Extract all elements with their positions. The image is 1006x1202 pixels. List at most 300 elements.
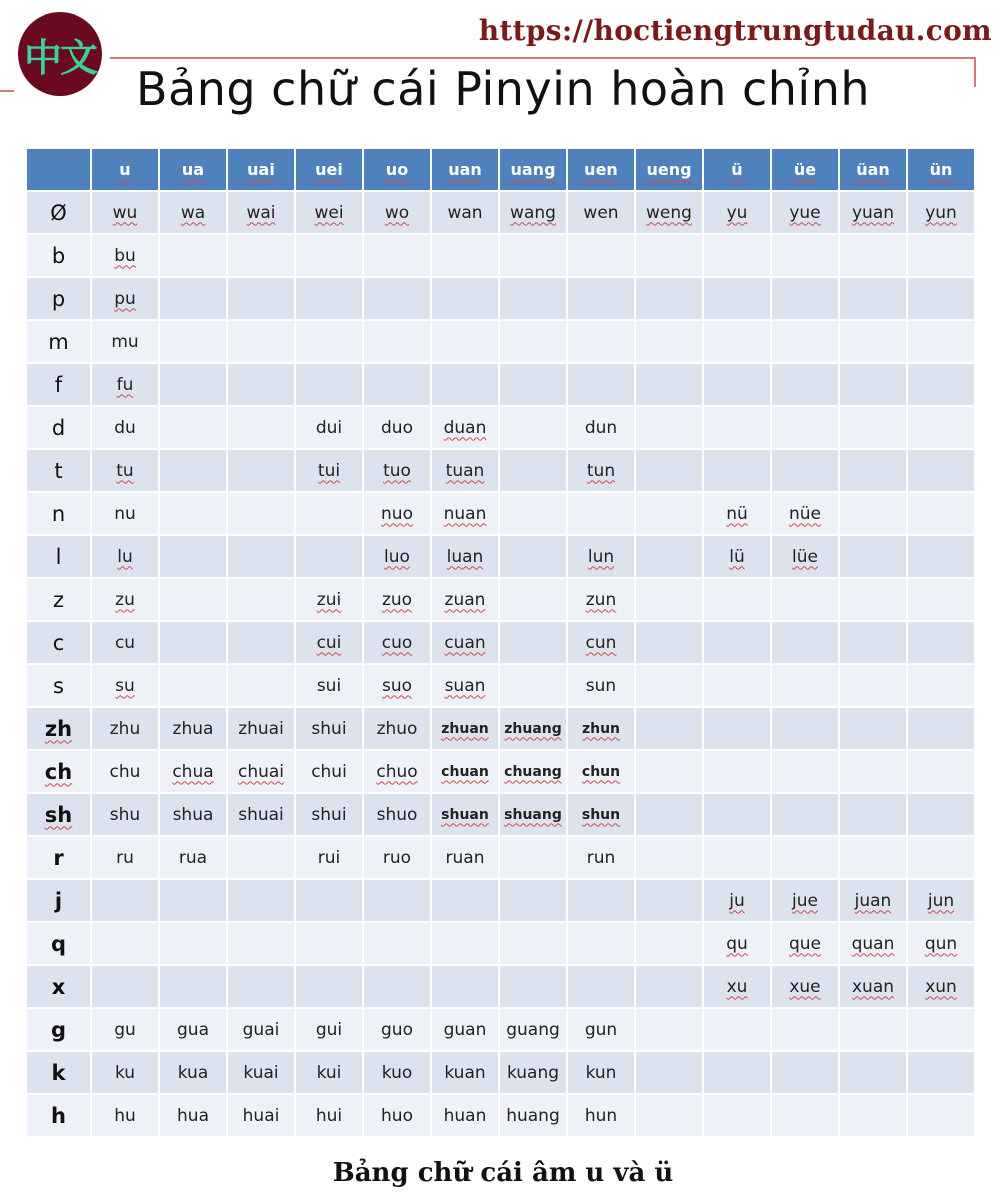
syllable: zhu [109, 718, 141, 739]
syllable: qun [924, 933, 958, 954]
row-initial [27, 1052, 90, 1093]
table-row [26, 277, 978, 320]
pinyin-cell [228, 192, 294, 233]
table-row [26, 449, 978, 492]
syllable: huang [506, 1105, 560, 1126]
pinyin-cell [568, 794, 634, 835]
pinyin-cell [432, 966, 498, 1007]
syllable: kuang [506, 1062, 560, 1083]
syllable: xuan [851, 976, 895, 997]
syllable: que [788, 933, 822, 954]
syllable: zhuo [376, 718, 418, 739]
pinyin-cell [160, 794, 226, 835]
pinyin-cell [840, 837, 906, 878]
syllable: nuan [443, 503, 487, 524]
syllable: weng [646, 202, 692, 223]
pinyin-cell [568, 364, 634, 405]
pinyin-cell [432, 407, 498, 448]
table-row [26, 191, 978, 234]
pinyin-cell [160, 407, 226, 448]
pinyin-cell [500, 923, 566, 964]
syllable: luan [446, 546, 484, 567]
syllable: yun [925, 202, 957, 223]
pinyin-cell [500, 321, 566, 362]
pinyin-cell [228, 1009, 294, 1050]
syllable: rua [178, 847, 208, 868]
pinyin-cell [160, 364, 226, 405]
syllable: nüe [788, 503, 821, 524]
pinyin-cell [364, 1052, 430, 1093]
syllable: wang [510, 202, 556, 223]
pinyin-cell [908, 192, 974, 233]
table-row [26, 836, 978, 879]
table-row [26, 363, 978, 406]
initial-label: z [52, 587, 65, 612]
pinyin-cell [500, 1009, 566, 1050]
initial-label: f [54, 372, 63, 397]
syllable: shuo [376, 804, 418, 825]
pinyin-cell [908, 235, 974, 276]
table-row [26, 707, 978, 750]
syllable: guan [443, 1019, 487, 1040]
pinyin-cell [432, 923, 498, 964]
pinyin-cell [160, 235, 226, 276]
pinyin-cell [636, 1009, 702, 1050]
pinyin-cell [92, 665, 158, 706]
pinyin-cell [840, 235, 906, 276]
pinyin-cell [228, 966, 294, 1007]
pinyin-cell [636, 708, 702, 749]
pinyin-cell [500, 450, 566, 491]
table-row [26, 578, 978, 621]
syllable: wai [246, 202, 276, 223]
pinyin-cell [364, 192, 430, 233]
syllable: tun [586, 460, 616, 481]
pinyin-cell [704, 923, 770, 964]
page-title-text: Bảng chữ cái Pinyin hoàn chỉnh [135, 62, 871, 116]
syllable: kuan [444, 1062, 486, 1083]
pinyin-cell [364, 837, 430, 878]
syllable: ru [116, 847, 134, 868]
pinyin-cell [636, 493, 702, 534]
initial-label: q [50, 931, 67, 956]
pinyin-cell [908, 493, 974, 534]
syllable: chui [311, 761, 347, 782]
pinyin-cell [92, 880, 158, 921]
pinyin-cell [704, 665, 770, 706]
pinyin-cell [432, 192, 498, 233]
pinyin-cell [432, 1009, 498, 1050]
pinyin-cell [772, 751, 838, 792]
pinyin-cell [704, 579, 770, 620]
pinyin-cell [92, 579, 158, 620]
syllable: pu [114, 288, 136, 309]
pinyin-cell [636, 751, 702, 792]
table-row [26, 922, 978, 965]
syllable: shuang [504, 806, 562, 823]
column-header: uan [432, 149, 498, 190]
pinyin-cell [296, 751, 362, 792]
pinyin-cell [364, 1009, 430, 1050]
pinyin-cell [772, 278, 838, 319]
syllable: zhuan [441, 720, 489, 737]
pinyin-cell [636, 622, 702, 663]
pinyin-cell [296, 407, 362, 448]
syllable: zui [316, 589, 342, 610]
pinyin-cell [364, 536, 430, 577]
table-row [26, 492, 978, 535]
initial-label: l [55, 544, 62, 569]
syllable: chua [172, 761, 214, 782]
pinyin-cell [636, 923, 702, 964]
syllable: zhuang [504, 720, 562, 737]
pinyin-cell [160, 923, 226, 964]
pinyin-cell [840, 622, 906, 663]
syllable: su [115, 675, 135, 696]
syllable: wa [180, 202, 206, 223]
syllable: nu [114, 503, 136, 524]
pinyin-cell [92, 794, 158, 835]
pinyin-cell [500, 536, 566, 577]
table-row [26, 320, 978, 363]
pinyin-cell [228, 536, 294, 577]
pinyin-cell [568, 536, 634, 577]
pinyin-cell [364, 923, 430, 964]
table-row [26, 234, 978, 277]
pinyin-cell [568, 1052, 634, 1093]
pinyin-cell [568, 579, 634, 620]
syllable: zu [115, 589, 135, 610]
syllable: ruan [445, 847, 485, 868]
pinyin-cell [296, 837, 362, 878]
syllable: chuan [441, 763, 489, 780]
pinyin-cell [160, 493, 226, 534]
column-header: uai [228, 149, 294, 190]
row-initial [27, 837, 90, 878]
pinyin-cell [296, 1052, 362, 1093]
syllable: gua [177, 1019, 209, 1040]
pinyin-cell [772, 536, 838, 577]
row-initial [27, 622, 90, 663]
table-row [26, 664, 978, 707]
pinyin-cell [636, 536, 702, 577]
pinyin-cell [432, 235, 498, 276]
syllable: mu [111, 331, 139, 352]
pinyin-cell [296, 665, 362, 706]
pinyin-cell [908, 1009, 974, 1050]
syllable: chuai [237, 761, 285, 782]
column-header: üe [772, 149, 838, 190]
pinyin-cell [840, 665, 906, 706]
syllable: cuo [381, 632, 413, 653]
pinyin-cell [568, 278, 634, 319]
pinyin-cell [160, 536, 226, 577]
syllable: cu [114, 632, 136, 653]
pinyin-cell [772, 407, 838, 448]
pinyin-cell [908, 1095, 974, 1136]
pinyin-cell [704, 1095, 770, 1136]
pinyin-cell [772, 235, 838, 276]
pinyin-cell [840, 708, 906, 749]
pinyin-cell [160, 708, 226, 749]
pinyin-cell [228, 407, 294, 448]
pinyin-cell [92, 536, 158, 577]
pinyin-cell [840, 536, 906, 577]
pinyin-cell [568, 966, 634, 1007]
pinyin-cell [228, 235, 294, 276]
initial-label: m [48, 329, 69, 354]
pinyin-cell [704, 880, 770, 921]
pinyin-cell [568, 837, 634, 878]
pinyin-cell [160, 966, 226, 1007]
pinyin-cell [500, 751, 566, 792]
pinyin-cell [704, 321, 770, 362]
column-header: ün [908, 149, 974, 190]
pinyin-cell [364, 751, 430, 792]
syllable: shui [311, 718, 347, 739]
column-header [27, 149, 90, 190]
syllable: guang [506, 1019, 560, 1040]
pinyin-cell [160, 1095, 226, 1136]
row-initial [27, 450, 90, 491]
syllable: yu [726, 202, 748, 223]
pinyin-cell [364, 278, 430, 319]
syllable: lüe [792, 546, 818, 567]
pinyin-cell [840, 364, 906, 405]
syllable: shuan [441, 806, 489, 823]
pinyin-cell [772, 923, 838, 964]
row-initial [27, 665, 90, 706]
syllable: tui [317, 460, 341, 481]
pinyin-cell [772, 880, 838, 921]
pinyin-cell [92, 493, 158, 534]
pinyin-cell [500, 622, 566, 663]
pinyin-cell [636, 450, 702, 491]
pinyin-cell [432, 1052, 498, 1093]
pinyin-cell [772, 493, 838, 534]
column-header: uen [568, 149, 634, 190]
pinyin-cell [364, 321, 430, 362]
pinyin-cell [840, 1009, 906, 1050]
pinyin-cell [296, 923, 362, 964]
syllable: xun [925, 976, 957, 997]
column-header: uo [364, 149, 430, 190]
pinyin-cell [636, 837, 702, 878]
pinyin-cell [228, 923, 294, 964]
pinyin-cell [636, 794, 702, 835]
initial-label: t [54, 458, 63, 483]
pinyin-cell [568, 665, 634, 706]
column-header: üan [840, 149, 906, 190]
syllable: tuo [383, 460, 411, 481]
pinyin-cell [772, 364, 838, 405]
pinyin-cell [432, 665, 498, 706]
pinyin-cell [432, 880, 498, 921]
pinyin-cell [228, 1052, 294, 1093]
pinyin-cell [364, 794, 430, 835]
pinyin-cell [432, 321, 498, 362]
syllable: shun [581, 806, 621, 823]
syllable: jue [792, 890, 818, 911]
pinyin-cell [908, 450, 974, 491]
pinyin-cell [704, 407, 770, 448]
table-row [26, 1094, 978, 1137]
syllable: suan [444, 675, 486, 696]
syllable: wen [583, 202, 619, 223]
pinyin-cell [92, 966, 158, 1007]
syllable: zun [585, 589, 617, 610]
pinyin-cell [636, 579, 702, 620]
pinyin-cell [704, 622, 770, 663]
syllable: cuan [444, 632, 486, 653]
syllable: chuang [504, 763, 562, 780]
pinyin-cell [364, 1095, 430, 1136]
pinyin-cell [772, 1052, 838, 1093]
pinyin-cell [432, 837, 498, 878]
pinyin-cell [908, 665, 974, 706]
pinyin-cell [568, 407, 634, 448]
syllable: kui [316, 1062, 342, 1083]
pinyin-cell [432, 708, 498, 749]
syllable: huan [443, 1105, 487, 1126]
column-header: u [92, 149, 158, 190]
pinyin-cell [160, 278, 226, 319]
syllable: gu [114, 1019, 136, 1040]
initial-label: g [50, 1017, 67, 1042]
pinyin-cell [296, 579, 362, 620]
pinyin-cell [704, 708, 770, 749]
syllable: huo [381, 1105, 413, 1126]
row-initial [27, 235, 90, 276]
pinyin-cell [772, 622, 838, 663]
pinyin-cell [908, 407, 974, 448]
syllable: guo [381, 1019, 413, 1040]
pinyin-cell [636, 364, 702, 405]
pinyin-cell [160, 880, 226, 921]
pinyin-cell [908, 321, 974, 362]
pinyin-cell [500, 708, 566, 749]
table-row [26, 879, 978, 922]
pinyin-cell [296, 278, 362, 319]
pinyin-cell [568, 450, 634, 491]
column-header: ü [704, 149, 770, 190]
pinyin-cell [772, 579, 838, 620]
logo-text: 中文 [23, 34, 96, 80]
syllable: duo [381, 417, 413, 438]
pinyin-cell [840, 493, 906, 534]
pinyin-cell [228, 1095, 294, 1136]
syllable: huai [242, 1105, 280, 1126]
pinyin-cell [160, 665, 226, 706]
initial-label: k [51, 1060, 66, 1085]
pinyin-cell [228, 794, 294, 835]
syllable: dui [315, 417, 343, 438]
pinyin-cell [500, 493, 566, 534]
pinyin-cell [228, 837, 294, 878]
pinyin-cell [160, 622, 226, 663]
pinyin-cell [432, 278, 498, 319]
pinyin-cell [568, 708, 634, 749]
syllable: quan [851, 933, 895, 954]
pinyin-cell [500, 192, 566, 233]
pinyin-cell [364, 966, 430, 1007]
pinyin-cell [636, 665, 702, 706]
pinyin-cell [364, 364, 430, 405]
pinyin-cell [160, 837, 226, 878]
pinyin-cell [160, 1009, 226, 1050]
syllable: tuan [445, 460, 485, 481]
row-initial [27, 708, 90, 749]
table-row [26, 750, 978, 793]
syllable: hua [177, 1105, 209, 1126]
pinyin-cell [568, 1095, 634, 1136]
initial-label: n [51, 501, 66, 526]
row-initial [27, 1009, 90, 1050]
pinyin-cell [228, 665, 294, 706]
initial-label: h [51, 1103, 66, 1128]
initial-label: Ø [50, 200, 67, 225]
pinyin-cell [228, 364, 294, 405]
caption: Bảng chữ cái âm u và ü [332, 1158, 674, 1188]
syllable: ju [729, 890, 745, 911]
pinyin-cell [296, 880, 362, 921]
pinyin-cell [908, 364, 974, 405]
syllable: suo [381, 675, 413, 696]
initial-label: s [53, 673, 64, 698]
pinyin-cell [908, 837, 974, 878]
initial-label: r [53, 845, 64, 870]
pinyin-cell [296, 493, 362, 534]
syllable: cui [316, 632, 342, 653]
pinyin-cell [772, 321, 838, 362]
pinyin-cell [92, 192, 158, 233]
pinyin-cell [296, 536, 362, 577]
pinyin-cell [704, 493, 770, 534]
pinyin-cell [568, 751, 634, 792]
pinyin-cell [772, 450, 838, 491]
pinyin-cell [568, 1009, 634, 1050]
site-url[interactable]: https://hoctiengtrungtudau.com [478, 14, 992, 47]
column-header: ua [160, 149, 226, 190]
pinyin-cell [772, 708, 838, 749]
pinyin-cell [228, 708, 294, 749]
pinyin-cell [908, 966, 974, 1007]
pinyin-cell [92, 364, 158, 405]
pinyin-cell [840, 751, 906, 792]
syllable: shu [109, 804, 141, 825]
syllable: jun [927, 890, 955, 911]
pinyin-cell [908, 579, 974, 620]
pinyin-cell [228, 579, 294, 620]
pinyin-cell [908, 880, 974, 921]
syllable: wan [447, 202, 483, 223]
column-header: uang [500, 149, 566, 190]
pinyin-cell [92, 1009, 158, 1050]
pinyin-cell [296, 1095, 362, 1136]
syllable: yuan [851, 202, 895, 223]
pinyin-cell [500, 579, 566, 620]
pinyin-cell [840, 579, 906, 620]
syllable: kun [585, 1062, 617, 1083]
pinyin-cell [296, 622, 362, 663]
pinyin-cell [92, 837, 158, 878]
pinyin-cell [160, 450, 226, 491]
pinyin-cell [364, 622, 430, 663]
pinyin-cell [840, 192, 906, 233]
pinyin-cell [228, 450, 294, 491]
pinyin-cell [92, 622, 158, 663]
syllable: kuai [243, 1062, 279, 1083]
